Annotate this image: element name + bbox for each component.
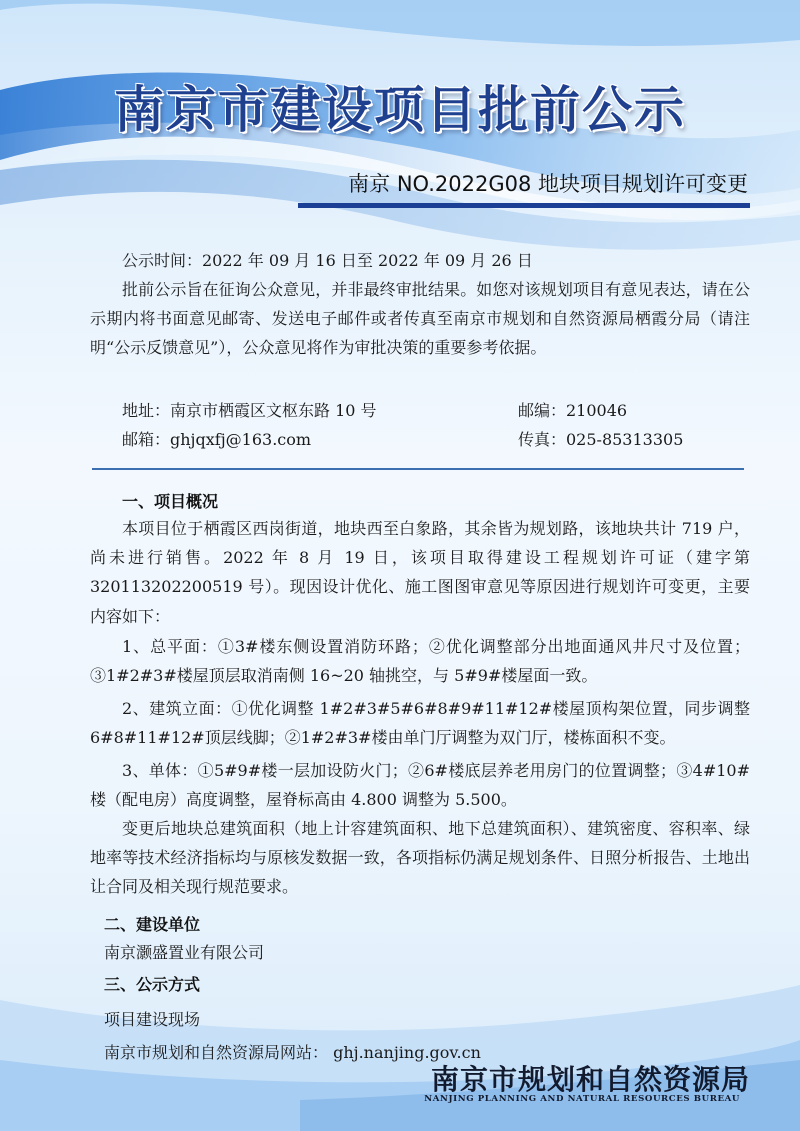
contact-address: 地址：南京市栖霞区文枢东路 10 号 (122, 401, 377, 420)
summary-paragraph: 变更后地块总建筑面积（地上计容建筑面积、地下总建筑面积）、建筑密度、容积率、绿地率等技术经济指标均与原核发数据一致，各项指标仍满足规划条件、日照分析报告、土地出让合同及相关现行规范要求。 (90, 819, 750, 897)
project-subtitle: 南京 NO.2022G08 地块项目规划许可变更 (348, 172, 748, 196)
notice-period: 公示时间：2022 年 09 月 16 日至 2022 年 09 月 26 日 (122, 251, 533, 270)
footer-organization: 南京市规划和自然资源局 (430, 1063, 750, 1096)
notice-intro: 批前公示旨在征询公众意见，并非最终审批结果。如您对该规划项目有意见表达，请在公示期内将书面意见邮寄、发送电子邮件或者传真至南京市规划和自然资源局栖霞分局（请注明“公示反馈意见”），公众意见将作为审批决策的重要参考依据。 (90, 280, 750, 358)
publicity-method: 项目建设现场 (104, 1010, 201, 1029)
section-heading-overview: 一、项目概况 (122, 492, 219, 511)
contact-fax: 传真：025-85313305 (518, 430, 684, 449)
section-divider (92, 468, 744, 470)
change-item-building: 3、单体：①5#9#楼一层加设防火门；②6#楼底层养老用房门的位置调整；③4#10#楼（配电房）高度调整，屋脊标高由 4.800 调整为 5.500。 (90, 761, 750, 810)
change-item-facade: 2、建筑立面：①优化调整 1#2#3#5#6#8#9#11#12#楼屋顶构架位置，同步调整 6#8#11#12#顶层线脚；②1#2#3#楼由单门厅调整为双门厅，楼栋面积不变。 (90, 699, 750, 748)
publicity-website: 南京市规划和自然资源局网站： ghj.nanjing.gov.cn (104, 1043, 481, 1062)
contact-email: 邮箱：ghjqxfj@163.com (122, 430, 312, 449)
contact-postcode: 邮编：210046 (518, 401, 628, 420)
section-heading-developer: 二、建设单位 (104, 915, 201, 934)
change-item-site-plan: 1、总平面：①3#楼东侧设置消防环路；②优化调整部分出地面通风井尺寸及位置；③1#2#3#楼屋顶层取消南侧 16~20 轴挑空，与 5#9#楼屋面一致。 (90, 637, 750, 686)
footer-organization-english: NANJING PLANNING AND NATURAL RESOURCES BUREAU (424, 1094, 740, 1104)
section-heading-method: 三、公示方式 (104, 975, 201, 994)
page-title: 南京市建设项目批前公示 (114, 81, 686, 139)
overview-paragraph: 本项目位于栖霞区西岗街道，地块西至白象路，其余皆为规划路，该地块共计 719 户，尚未进行销售。2022 年 8 月 19 日，该项目取得建设工程规划许可证（建字第 320113202200519 号）。现因设计优化、施工图图审意见等原因进行规划许可变更，主要内容如下： (90, 519, 750, 626)
subtitle-underline-bar (298, 203, 750, 208)
developer-name: 南京灏盛置业有限公司 (104, 943, 265, 962)
